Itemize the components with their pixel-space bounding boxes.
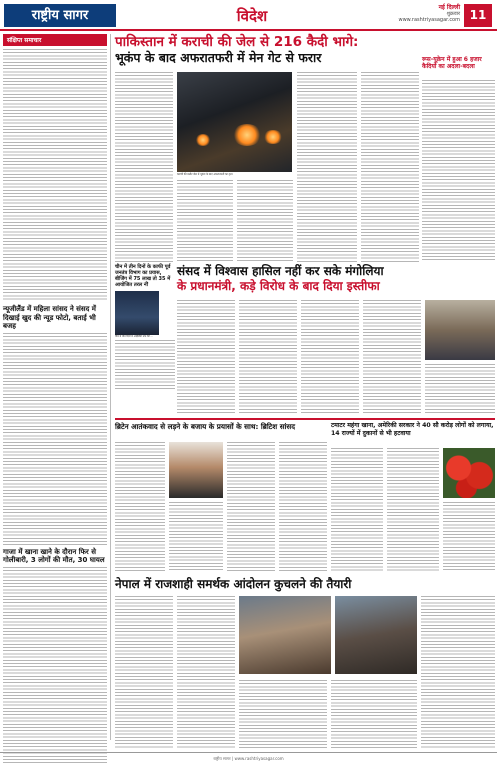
russia-ukraine-text (422, 80, 495, 262)
newspaper-logo: राष्ट्रीय सागर (4, 4, 116, 27)
tomato-col3 (443, 502, 495, 572)
nepal-protest-photo-2 (335, 596, 417, 674)
dateline-city: नई दिल्ली (438, 4, 460, 11)
uk-col2 (169, 502, 223, 572)
mongolia-col3 (301, 300, 359, 414)
fire-glow-2 (195, 134, 211, 146)
nepal-col5 (421, 596, 495, 748)
left-news-column (3, 34, 111, 740)
nepal-col4 (331, 680, 417, 748)
uk-mp-photo (169, 442, 223, 498)
nepal-col1 (115, 596, 173, 748)
uk-col3 (227, 442, 275, 572)
tomato-col1 (331, 448, 383, 572)
russia-ukraine-headline: रूस-यूक्रेन में हुआ 6 हजार कैदियों का अदला-बदला (422, 56, 482, 70)
china-side-text (115, 340, 175, 390)
china-side-box (115, 264, 175, 414)
mongolia-col4 (363, 300, 421, 414)
dateline (380, 5, 460, 23)
main-headline-line2: भूकंप के बाद अफरातफरी में मेन गेट से फरार (115, 50, 322, 65)
section-divider-1 (115, 418, 495, 420)
section-title: विदेश (236, 7, 268, 25)
main-story-col1 (115, 72, 173, 262)
main-headline-line1: पाकिस्तान में कराची की जेल से 216 कैदी भागे: (115, 34, 359, 50)
china-side-headline: चीन में तीन दिनों के काफी पूर्व जनतंत्र विभाग का प्रयास, बीजिंग में 75 लाख तो 35 में आयोजित तरल नीं (115, 264, 171, 288)
left-headline-2: गाजा में खाना खाने के दौरान फिर से गोलीबारी, 3 लोगों की मौत, 30 घायल (3, 547, 105, 564)
page-number: 11 (464, 4, 492, 27)
masthead (0, 0, 497, 31)
dateline-day: शुक्रवार (446, 11, 460, 17)
tomato-headline: टमाटर महंगा खाना, अमेरिकी सरकार ने 40 सौ करोड़ लोगों को लगाया, 14 राज्यों में दुकानों से भी हटवाया (331, 422, 494, 437)
fire-glow-3 (263, 130, 283, 144)
main-story-col4 (297, 72, 357, 262)
mongolia-col1 (177, 300, 235, 414)
nepal-headline: नेपाल में राजशाही समर्थक आंदोलन कुचलने की तैयारी (115, 577, 352, 591)
nepal-col2 (177, 596, 235, 748)
mongolia-headline-line2: के प्रधानमंत्री, कड़े विरोध के बाद दिया इस्तीफा (177, 279, 380, 293)
fire-glow-1 (232, 124, 262, 146)
main-story-col3 (237, 180, 293, 262)
uk-col4 (279, 442, 327, 572)
main-story-col5 (361, 72, 419, 262)
tomato-col2 (387, 448, 439, 572)
left-headline-1: न्यूजीलैंड में महिला सांसद ने संसद में दिखाई खुद की न्यूड फोटो, बताई भी बजह (3, 305, 96, 330)
mongolia-headline (177, 264, 495, 294)
mongolia-col2 (239, 300, 297, 414)
mongolia-pm-photo (425, 300, 495, 360)
left-article-2-text (3, 567, 107, 763)
nepal-col3 (239, 680, 327, 748)
mongolia-col5 (425, 364, 495, 414)
uk-headline: ब्रिटेन आतंकवाद से लड़ने के बजाय के प्रयासों के साथ: ब्रिटिश सांसद (115, 422, 296, 431)
china-side-photo (115, 291, 159, 335)
nepal-protest-photo-1 (239, 596, 331, 674)
left-article-1-text (3, 333, 107, 545)
brief-news-text (3, 49, 107, 302)
karachi-photo-caption: कराची की मलीर जेल में भूकंप के बाद अफरातफरी का दृश्य (177, 173, 233, 176)
mongolia-headline-line1: संसद में विश्वास हासिल नहीं कर सके मंगोलिया (177, 264, 384, 278)
page-footer: राष्ट्रीय सागर | www.rashtriyasagar.com (0, 752, 497, 765)
website-link[interactable]: www.rashtriyasagar.com (398, 17, 460, 23)
tomato-photo (443, 448, 495, 498)
uk-col1 (115, 442, 165, 572)
brief-news-banner: संक्षिप्त समाचार (3, 34, 107, 46)
main-story-col2 (177, 180, 233, 262)
china-side-caption: चीन में तीन दिनों में आइडिया तक की ... (115, 335, 153, 338)
karachi-jail-photo (177, 72, 292, 172)
